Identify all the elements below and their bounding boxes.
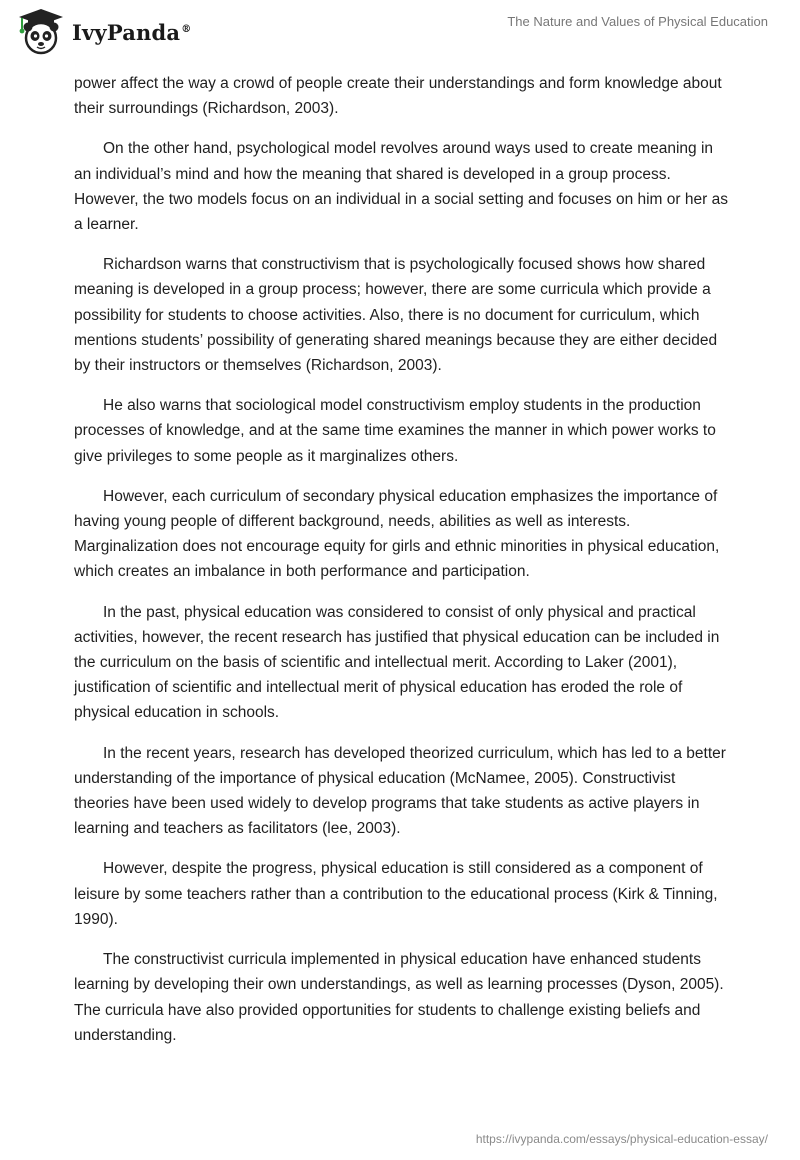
logo[interactable] <box>16 8 191 56</box>
source-url[interactable]: https://ivypanda.com/essays/physical-education-essay/ <box>475 1132 768 1146</box>
essay-body <box>74 71 734 1063</box>
paragraph: In the recent years, research has developed theorized curriculum, which has led to a better understanding of the importance of physical education (McNamee, 2005). Constructivist theories have been used widely to develop programs that take students as active players in learning and teachers as facilitators (lee, 2003). <box>74 744 726 838</box>
registered-mark: ® <box>181 23 192 35</box>
paragraph: On the other hand, psychological model revolves around ways used to create meaning in an individual’s mind and how the meaning that shared is developed in a group process. However, the two models focus on an individual in a social setting and focuses on him or her as a learner. <box>74 140 728 234</box>
document-title: The Nature and Values of Physical Education <box>507 14 768 29</box>
paragraph: However, despite the progress, physical education is still considered as a component of leisure by some teachers rather than a contribution to the educational process (Kirk & Tinning, 1990). <box>74 860 718 928</box>
brand-text: IvyPanda <box>72 19 181 45</box>
paragraph: In the past, physical education was considered to consist of only physical and practical activities, however, the recent research has justified that physical education can be included in the curriculum on the basis of scientific and intellectual merit. According to Laker (2001), justification of scientific and intellectual merit of physical education has eroded the role of physical education in schools. <box>74 603 720 722</box>
page-header <box>0 0 800 66</box>
paragraph: The constructivist curricula implemented in physical education have enhanced students learning by developing their own understandings, as well as learning processes (Dyson, 2005). The curricula have also provided opportunities for students to challenge existing beliefs and understanding. <box>74 951 724 1044</box>
paragraph: power affect the way a crowd of people create their understandings and form knowledge about their surroundings (Richardson, 2003). <box>74 75 722 118</box>
paragraph: However, each curriculum of secondary physical education emphasizes the importance of having young people of different background, needs, abilities as well as interests. Marginalization does not encourage equity for girls and ethnic minorities in physical education, which creates an imbalance in both performance and participation. <box>74 487 720 581</box>
brand-name <box>72 20 191 45</box>
paragraph: Richardson warns that constructivism that is psychologically focused shows how shared meaning is developed in a group process; however, there are some curricula which provide a possibility for students to choose activities. Also, there is no document for curriculum, which mentions students’ possibility of generating shared meanings because they are either decided by their instructors or themselves (Richardson, 2003). <box>74 256 718 375</box>
paragraph: He also warns that sociological model constructivism employ students in the production processes of knowledge, and at the same time examines the manner in which power works to give privileges to some people as it marginalizes others. <box>74 397 716 465</box>
panda-logo-icon <box>16 8 66 56</box>
